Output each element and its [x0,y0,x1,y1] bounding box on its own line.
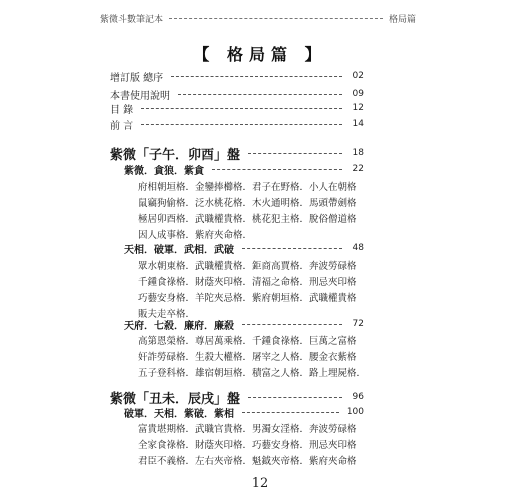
toc-page-number: 96 [352,392,364,402]
toc-entry[interactable] [110,68,364,84]
toc-page-number: 12 [352,103,364,113]
toc-section[interactable] [110,145,364,161]
pattern-list-line: 因人成事格．紫府夾命格． [138,230,253,241]
running-header [100,11,416,25]
leader-dots [141,108,342,109]
toc-page-number: 48 [352,243,364,253]
pattern-list-line: 巧藝安身格．羊陀夾忌格．紫府朝垣格．武職權貴格 [138,293,357,304]
leader-dots [141,124,342,125]
toc-subsection-label: 天府．七殺．廉府．廉殺 [124,320,234,332]
toc-entry-label: 目 錄 [110,104,134,116]
header-rule [169,18,383,19]
pattern-list-line: 千鍾食祿格．財蔭夾印格．清福之命格．刑忌夾印格 [138,277,357,288]
toc-entry-label: 增訂版 總序 [110,72,164,84]
toc-entry-label: 前 言 [110,120,134,132]
leader-dots [242,324,342,325]
pattern-list-line: 鼠竊狗偷格．泛水桃花格．木火通明格．馬頭帶劍格 [138,198,357,209]
pattern-list-line: 君臣不義格．左右夾帝格．魁鉞夾帝格．紫府夾命格 [138,456,357,467]
toc-page-number: 100 [346,407,364,417]
toc-entry[interactable] [110,100,364,116]
leader-dots [242,248,342,249]
page-number: 12 [251,476,269,491]
leader-dots [212,169,342,170]
toc-subsection-label: 天相．破軍．武相．武破 [124,244,234,256]
pattern-list-line: 高第恩榮格．尊居萬乘格．千鍾食祿格．巨萬之富格 [138,336,357,347]
toc-page-number: 09 [352,89,364,99]
toc-page-number: 72 [352,319,364,329]
pattern-list-line: 五子登科格．雄宿朝垣格．積富之人格．路上埋屍格． [138,368,367,379]
leader-dots [242,412,339,413]
leader-dots [178,94,342,95]
pattern-list-line: 販夫走卒格． [138,309,196,320]
toc-section-label: 紫微「子午．卯酉」盤 [110,147,241,163]
leader-dots [248,153,342,154]
leader-dots [171,76,342,77]
pattern-list-line: 全家食祿格．財蔭夾印格．巧藝安身格．刑忌夾印格 [138,440,357,451]
toc-subsection-label: 破軍．天相．紫破．紫相 [124,408,234,420]
toc-page-number: 02 [352,71,364,81]
leader-dots [248,397,342,398]
header-book-title: 紫微斗數筆記本 [100,14,164,25]
pattern-list-line: 府相朝垣格．金鑾捧櫛格．君子在野格．小人在朝格 [138,182,357,193]
pattern-list-line: 極居卯酉格．武職權貴格．桃花犯主格．脫俗僧道格 [138,214,357,225]
toc-section-label: 紫微「丑未．辰戌」盤 [110,391,241,407]
pattern-list-line: 眾水朝東格．武職權貴格．鉅商高賈格．奔波勞碌格 [138,261,357,272]
toc-entry-label: 本書使用說明 [110,90,170,102]
toc-page-number: 14 [352,119,364,129]
toc-entry[interactable] [110,116,364,132]
page-title: 【 格局篇 】 [193,45,327,64]
toc-subsection[interactable] [124,240,364,256]
pattern-list-line: 奸詐勞碌格．生殺大權格．屠宰之人格．腰金衣紫格 [138,352,357,363]
toc-subsection[interactable] [124,316,364,332]
header-section-name: 格局篇 [388,14,416,25]
toc-subsection[interactable] [124,404,364,420]
pattern-list-line: 富貴堪期格．武職官貴格．男濁女淫格．奔波勞碌格 [138,424,357,435]
toc-page-number: 18 [352,148,364,158]
toc-subsection[interactable] [124,161,364,177]
toc-page-number: 22 [352,164,364,174]
toc-section[interactable] [110,389,364,405]
toc-subsection-label: 紫微．貪狼．紫貪 [124,165,204,177]
